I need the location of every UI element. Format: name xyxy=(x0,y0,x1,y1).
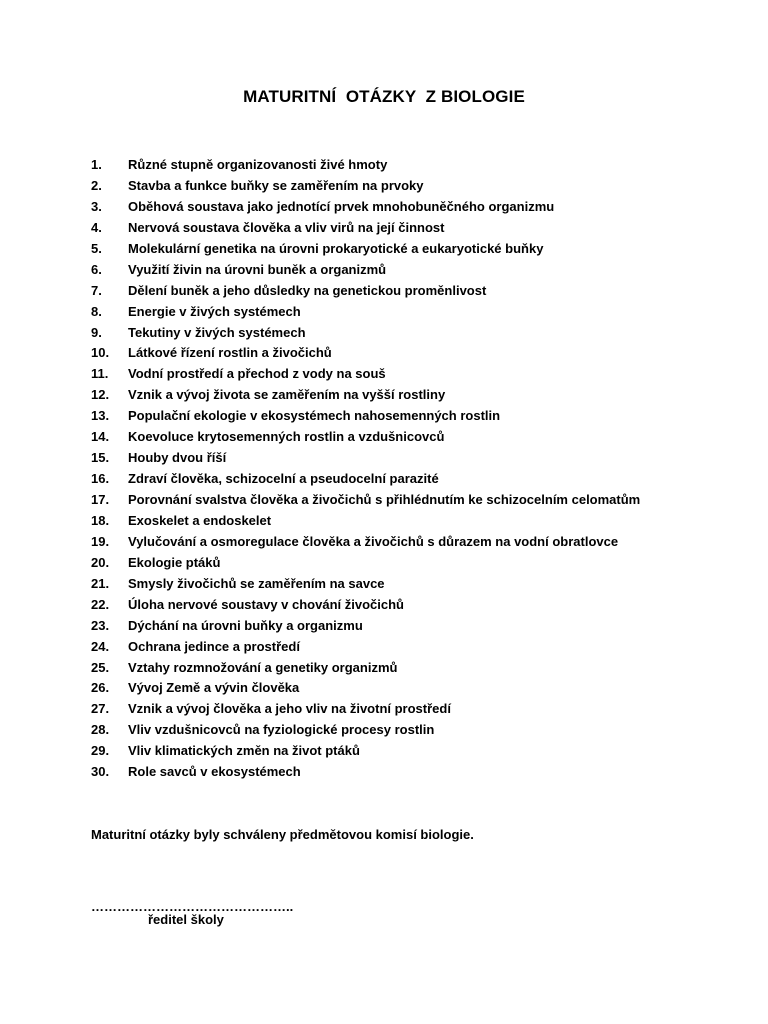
question-text: Ochrana jedince a prostředí xyxy=(128,638,300,654)
question-text: Porovnání svalstva člověka a živočichů s přihlédnutím ke schizocelním celomatům xyxy=(128,492,641,507)
question-text: Stavba a funkce buňky se zaměřením na prvoky xyxy=(128,177,424,193)
question-number: 25. xyxy=(91,659,110,675)
question-text: Různé stupně organizovanosti živé hmoty xyxy=(128,157,388,172)
question-text: Molekulární genetika na úrovni prokaryotické a eukaryotické buňky xyxy=(128,240,544,256)
question-text: Populační ekologie v ekosystémech nahosemenných rostlin xyxy=(128,408,501,424)
question-number: 21. xyxy=(91,575,110,591)
question-text: Smysly živočichů se zaměřením na savce xyxy=(128,575,385,591)
signature-line: ……………………………………….. xyxy=(91,899,294,914)
question-text: Využití živin na úrovni buněk a organizmů xyxy=(128,261,387,277)
question-number: 24. xyxy=(91,638,110,654)
question-number: 2. xyxy=(91,177,102,193)
question-number: 11. xyxy=(91,366,109,382)
question-text: Nervová soustava člověka a vliv virů na její činnost xyxy=(128,219,445,235)
question-number: 10. xyxy=(91,345,110,361)
question-text: Role savců v ekosystémech xyxy=(128,764,301,780)
page-title: MATURITNÍ OTÁZKY Z BIOLOGIE xyxy=(243,87,525,106)
question-number: 14. xyxy=(91,429,110,445)
question-number: 23. xyxy=(91,617,110,633)
question-number: 17. xyxy=(91,492,110,507)
question-text: Úloha nervové soustavy v chování živočichů xyxy=(128,596,404,612)
question-text: Vliv klimatických změn na život ptáků xyxy=(128,743,360,759)
question-text: Tekutiny v živých systémech xyxy=(128,324,306,340)
question-number: 15. xyxy=(91,450,110,466)
question-number: 26. xyxy=(91,680,110,696)
signature-label: ředitel školy xyxy=(148,912,224,927)
question-text: Vztahy rozmnožování a genetiky organizmů xyxy=(128,659,398,675)
question-text: Vznik a vývoj života se zaměřením na vyšší rostliny xyxy=(128,387,446,403)
question-number: 13. xyxy=(91,408,110,424)
approval-note: Maturitní otázky byly schváleny předmětovou komisí biologie. xyxy=(91,827,474,842)
question-text: Dýchání na úrovni buňky a organizmu xyxy=(128,617,363,633)
question-number: 29. xyxy=(91,743,110,759)
question-number: 4. xyxy=(91,219,102,235)
question-text: Oběhová soustava jako jednotící prvek mnohobuněčného organizmu xyxy=(128,198,555,214)
question-text: Zdraví člověka, schizocelní a pseudocelní parazité xyxy=(128,471,439,487)
question-number: 1. xyxy=(91,157,102,172)
question-number: 20. xyxy=(91,554,110,570)
question-text: Vliv vzdušnicovců na fyziologické procesy rostlin xyxy=(128,722,435,738)
question-number: 9. xyxy=(91,324,102,340)
question-text: Koevoluce krytosemenných rostlin a vzdušnicovců xyxy=(128,429,445,445)
question-number: 27. xyxy=(91,701,110,717)
question-number: 8. xyxy=(91,303,102,319)
question-text: Vznik a vývoj člověka a jeho vliv na životní prostředí xyxy=(128,701,451,717)
question-number: 12. xyxy=(91,387,110,403)
question-number: 5. xyxy=(91,240,102,256)
question-number: 18. xyxy=(91,512,110,528)
question-number: 16. xyxy=(91,471,110,487)
question-number: 19. xyxy=(91,533,110,549)
question-text: Látkové řízení rostlin a živočichů xyxy=(128,345,332,361)
question-text: Houby dvou říší xyxy=(128,450,227,466)
question-number: 6. xyxy=(91,261,102,277)
question-number: 30. xyxy=(91,764,110,780)
question-text: Vývoj Země a vývin člověka xyxy=(128,680,300,696)
question-number: 22. xyxy=(91,596,110,612)
question-text: Energie v živých systémech xyxy=(128,303,301,319)
question-number: 28. xyxy=(91,722,110,738)
question-text: Dělení buněk a jeho důsledky na genetickou proměnlivost xyxy=(128,282,487,298)
question-text: Ekologie ptáků xyxy=(128,554,221,570)
question-text: Exoskelet a endoskelet xyxy=(128,512,272,528)
question-number: 7. xyxy=(91,282,102,298)
question-text: Vodní prostředí a přechod z vody na souš xyxy=(128,366,386,382)
question-number: 3. xyxy=(91,198,102,214)
question-text: Vylučování a osmoregulace člověka a živočichů s důrazem na vodní obratlovce xyxy=(128,533,619,549)
